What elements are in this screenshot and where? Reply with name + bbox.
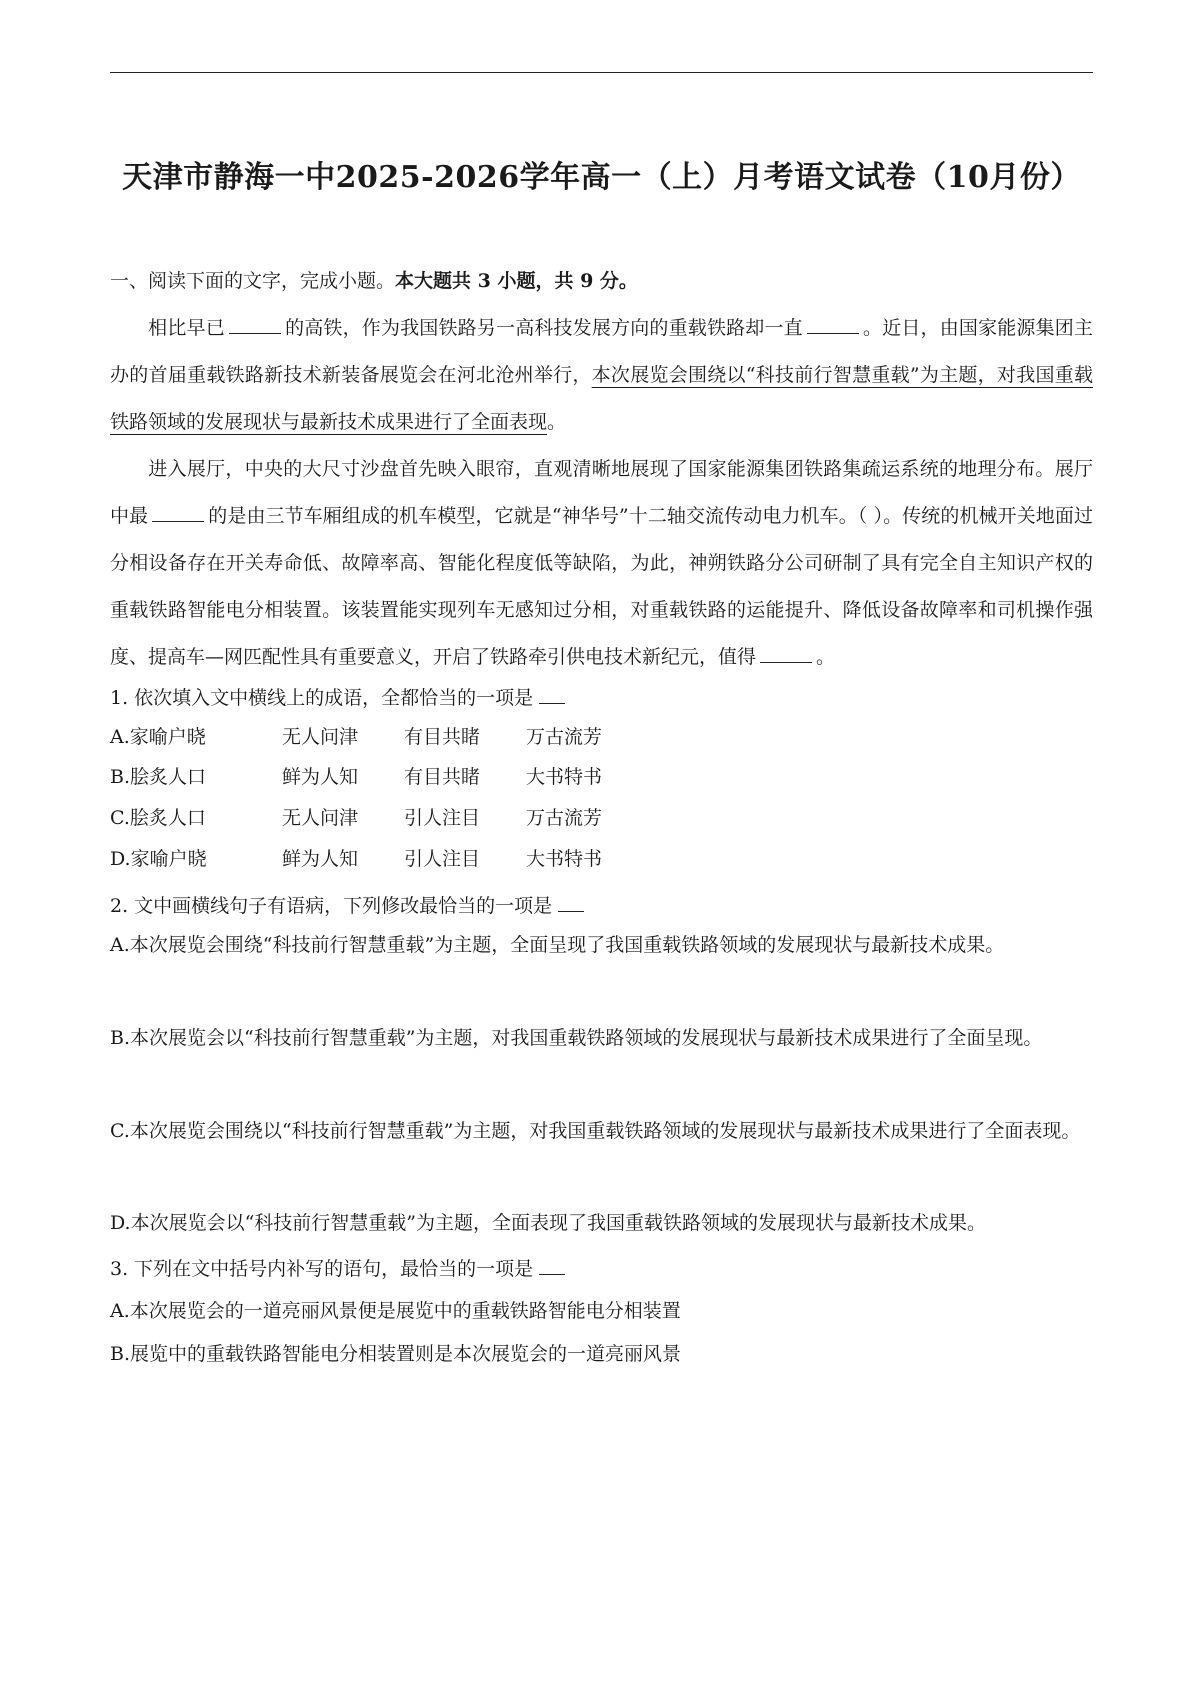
q3-option-b: B.展览中的重载铁路智能电分相装置则是本次展览会的一道亮丽风景 [110,1343,682,1365]
q1-option-b: B.脍炙人口 鲜为人知 有目共睹 大书特书 [110,766,603,788]
q1-option-a: A.家喻户晓 无人问津 有目共睹 万古流芳 [110,726,603,748]
question-1-stem: 1. 依次填入文中横线上的成语，全都恰当的一项是 [110,683,565,710]
header-rule [110,72,1093,73]
q2-option-d: D.本次展览会以“科技前行智慧重载”为主题，全面表现了我国重载铁路领域的发展现状与最新技术成果。 [110,1212,987,1234]
fill-blank-2 [807,315,859,334]
fill-blank-3 [152,503,204,522]
q2-option-b: B.本次展览会以“科技前行智慧重载”为主题，对我国重载铁路领域的发展现状与最新技术成果进行了全面呈现。 [110,1027,1043,1049]
q3-option-a: A.本次展览会的一道亮丽风景便是展览中的重载铁路智能电分相装置 [110,1300,681,1322]
q1-option-d: D.家喻户晓 鲜为人知 引人注目 大书特书 [110,848,603,870]
page-title: 天津市静海一中2025-2026学年高一（上）月考语文试卷（10月份） [122,160,1081,195]
passage-paragraph-1: 相比早已 的高铁，作为我国铁路另一高科技发展方向的重载铁路却一直 。近日，由国家能源集团主办的首届重载铁路新技术新装备展览会在河北沧州举行，本次展览会围绕以“科技前行智慧重载”为主题，对我国重载铁路领域的发展现状与最新技术成果进行了全面表现。 [110,317,1093,433]
section-instruction: 一、阅读下面的文字，完成小题。 [110,270,396,292]
q1-option-c: C.脍炙人口 无人问津 引人注目 万古流芳 [110,807,603,829]
q2-option-a: A.本次展览会围绕“科技前行智慧重载”为主题，全面呈现了我国重载铁路领域的发展现状与最新技术成果。 [110,934,1005,956]
question-3-stem: 3. 下列在文中括号内补写的语句，最恰当的一项是 [110,1254,565,1281]
section-heading [110,266,638,293]
answer-blank-1 [539,685,565,704]
answer-blank-3 [539,1256,565,1275]
underlined-sentence: 本次展览会围绕以“科技前行智慧重载”为主题，对我国重载铁路领域的发展现状与最新技术成果进行了全面表现 [110,364,1093,433]
passage-paragraph-2: 进入展厅，中央的大尺寸沙盘首先映入眼帘，直观清晰地展现了国家能源集团铁路集疏运系统的地理分布。展厅中最 的是由三节车厢组成的机车模型，它就是“神华号”十二轴交流传动电力机车。（ ）。传统的机械开关地面过分相设备存在开关寿命低、故障率高、智能化程度低等缺陷，为此，神朔铁路分公司研制了具有完全自主知识产权的重载铁路智能电分相装置。该装置能实现列车无感知过分相，对重载铁路的运能提升、降低设备故障率和司机操作强度、提高车—网匹配性具有重要意义，开启了铁路牵引供电技术新纪元，值得 。 [110,458,1093,668]
question-2-stem: 2. 文中画横线句子有语病，下列修改最恰当的一项是 [110,891,584,918]
fill-blank-4 [760,644,812,663]
section-score: 本大题共 3 小题，共 9 分。 [395,270,638,292]
fill-blank-1 [229,315,281,334]
answer-blank-2 [558,893,584,912]
q2-option-c: C.本次展览会围绕以“科技前行智慧重载”为主题，对我国重载铁路领域的发展现状与最新技术成果进行了全面表现。 [110,1120,1081,1142]
